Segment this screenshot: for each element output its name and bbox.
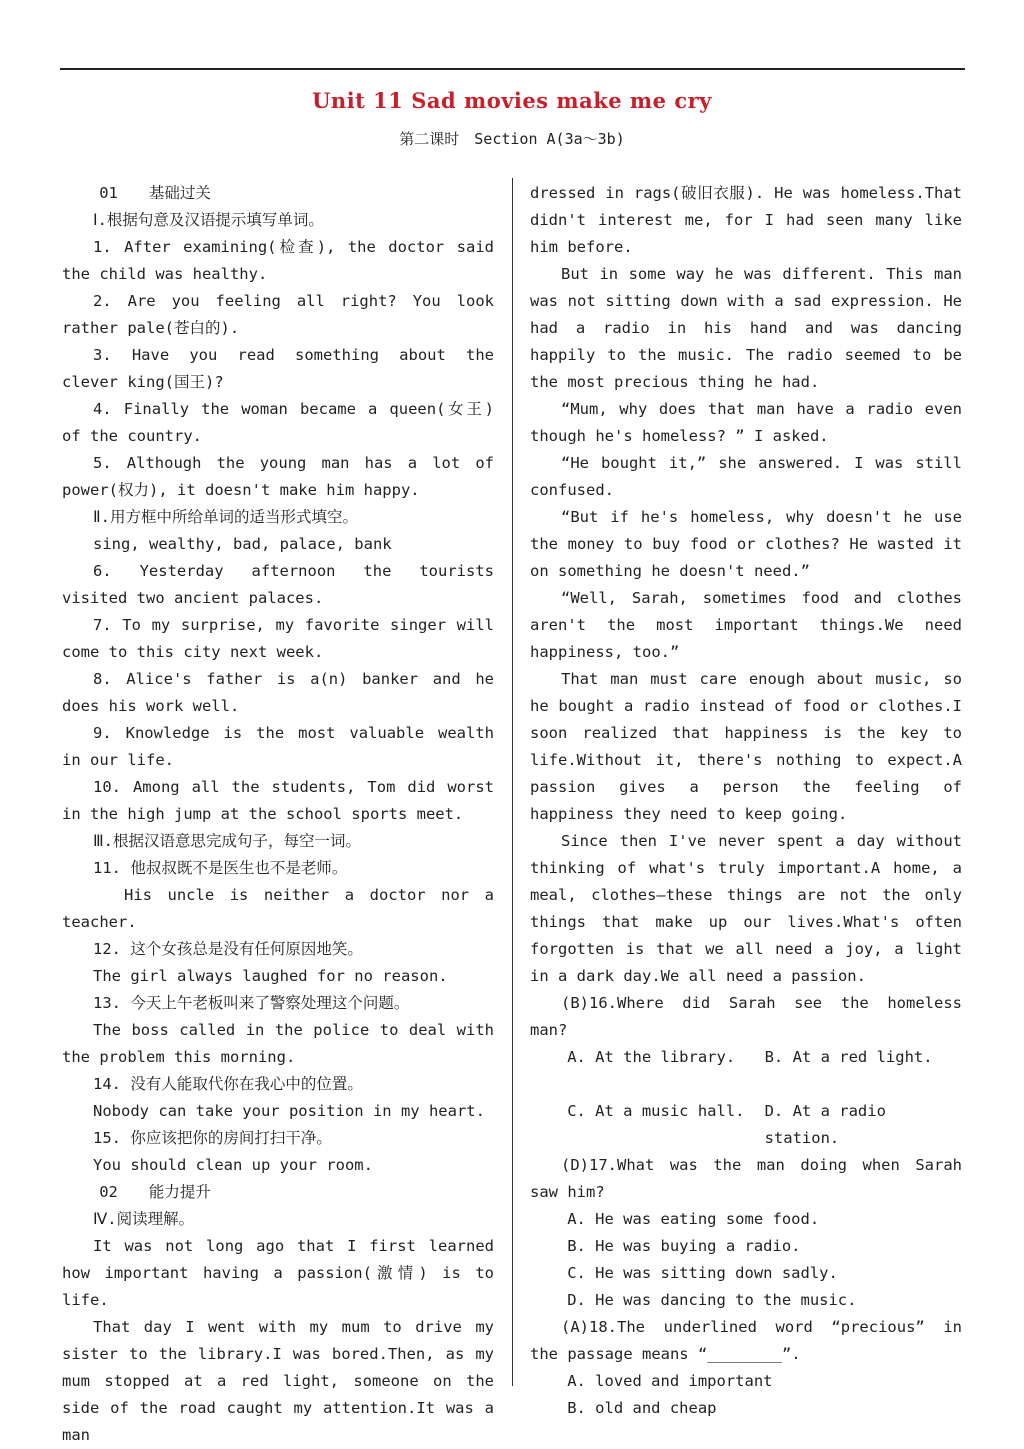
question-9: 9. Knowledge is the most valuable wealth in our life. (62, 724, 494, 769)
question-17: (D)17.What was the man doing when Sarah saw him? (530, 1156, 962, 1201)
option-c: C. He was sitting down sadly. (567, 1264, 838, 1282)
passage-paragraph: “Mum, why does that man have a radio even though he's homeless? ” I asked. (530, 400, 962, 445)
question-18: (A)18.The underlined word “precious” in the passage means “________”. (530, 1318, 962, 1363)
part-iv-instruction: Ⅳ.阅读理解。 (93, 1210, 195, 1228)
question-2: 2. Are you feeling all right? You look rather pale(苍白的). (62, 292, 494, 337)
option-d: D. He was dancing to the music. (567, 1291, 857, 1309)
question-6: 6. Yesterday afternoon the tourists visited two ancient palaces. (62, 562, 494, 607)
section-01-heading: 01 基础过关 (99, 184, 211, 202)
part-ii-instruction: Ⅱ.用方框中所给单词的适当形式填空。 (93, 508, 358, 526)
option-b: B. He was buying a radio. (567, 1237, 801, 1255)
left-column (62, 180, 494, 1449)
question-4: 4. Finally the woman became a queen(女王) of the country. (62, 400, 494, 445)
spacer (530, 1071, 962, 1098)
option-a: A. He was eating some food. (567, 1210, 820, 1228)
question-11: 11. 他叔叔既不是医生也不是老师。 (93, 859, 348, 877)
answer-11: His uncle is neither a doctor nor a teacher. (62, 886, 494, 931)
passage-paragraph: Since then I've never spent a day without thinking of what's truly important.A home, a meal, clothes—these things are not the only things that make up our lives.What's often forgotten is that we all need a joy, a light in a dark day.We all need a passion. (530, 832, 962, 985)
question-3: 3. Have you read something about the clever king(国王)? (62, 346, 494, 391)
question-16: (B)16.Where did Sarah see the homeless man? (530, 994, 962, 1039)
column-divider (512, 178, 513, 1386)
option-c: C. At a music hall. (567, 1102, 745, 1120)
question-5: 5. Although the young man has a lot of power(权力), it doesn't make him happy. (62, 454, 494, 499)
options-row (530, 1098, 962, 1152)
option-b: B. At a red light. (764, 1048, 933, 1066)
option-a: A. At the library. (567, 1048, 736, 1066)
passage-paragraph: “But if he's homeless, why doesn't he use the money to buy food or clothes? He wasted it on something he doesn't need.” (530, 508, 962, 580)
option-d: D. At a radio station. (764, 1102, 886, 1147)
passage-paragraph: That day I went with my mum to drive my sister to the library.I was bored.Then, as my mum stopped at a red light, someone on the side of the road caught my attention.It was a man (62, 1318, 494, 1444)
answer-15: You should clean up your room. (93, 1156, 373, 1174)
question-1: 1. After examining(检查), the doctor said the child was healthy. (62, 238, 494, 283)
option-b: B. old and cheap (567, 1399, 717, 1417)
page-title: Unit 11 Sad movies make me cry (312, 88, 712, 113)
right-column (530, 180, 962, 1422)
question-8: 8. Alice's father is a(n) banker and he does his work well. (62, 670, 494, 715)
word-box: sing, wealthy, bad, palace, bank (93, 535, 392, 553)
answer-14: Nobody can take your position in my heart. (93, 1102, 485, 1120)
options-row (530, 1044, 962, 1071)
passage-paragraph: It was not long ago that I first learned how important having a passion(激情) is to life. (62, 1237, 494, 1309)
passage-paragraph: “He bought it,” she answered. I was still confused. (530, 454, 962, 499)
question-14: 14. 没有人能取代你在我心中的位置。 (93, 1075, 363, 1093)
passage-paragraph: dressed in rags(破旧衣服). He was homeless.That didn't interest me, for I had seen many like him before. (530, 184, 962, 256)
passage-paragraph: But in some way he was different. This man was not sitting down with a sad expression. He had a radio in his hand and was dancing happily to the music. The radio seemed to be the most precious thing he had. (530, 265, 962, 391)
top-rule (60, 68, 965, 70)
section-02-heading: 02 能力提升 (99, 1183, 211, 1201)
part-i-instruction: Ⅰ.根据句意及汉语提示填写单词。 (93, 211, 324, 229)
question-10: 10. Among all the students, Tom did worst in the high jump at the school sports meet. (62, 778, 494, 823)
question-12: 12. 这个女孩总是没有任何原因地笑。 (93, 940, 363, 958)
answer-13: The boss called in the police to deal with the problem this morning. (62, 1021, 494, 1066)
question-13: 13. 今天上午老板叫来了警察处理这个问题。 (93, 994, 410, 1012)
option-a: A. loved and important (567, 1372, 773, 1390)
question-15: 15. 你应该把你的房间打扫干净。 (93, 1129, 332, 1147)
passage-paragraph: “Well, Sarah, sometimes food and clothes aren't the most important things.We need happiness, too.” (530, 589, 962, 661)
part-iii-instruction: Ⅲ.根据汉语意思完成句子，每空一词。 (93, 832, 362, 850)
page-subtitle: 第二课时 Section A(3a～3b) (399, 130, 625, 148)
passage-paragraph: That man must care enough about music, so he bought a radio instead of food or clothes.I soon realized that happiness is the key to life.Without it, there's nothing to expect.A passion gives a person the feeling of happiness they need to keep going. (530, 670, 962, 823)
question-7: 7. To my surprise, my favorite singer will come to this city next week. (62, 616, 494, 661)
answer-12: The girl always laughed for no reason. (93, 967, 448, 985)
